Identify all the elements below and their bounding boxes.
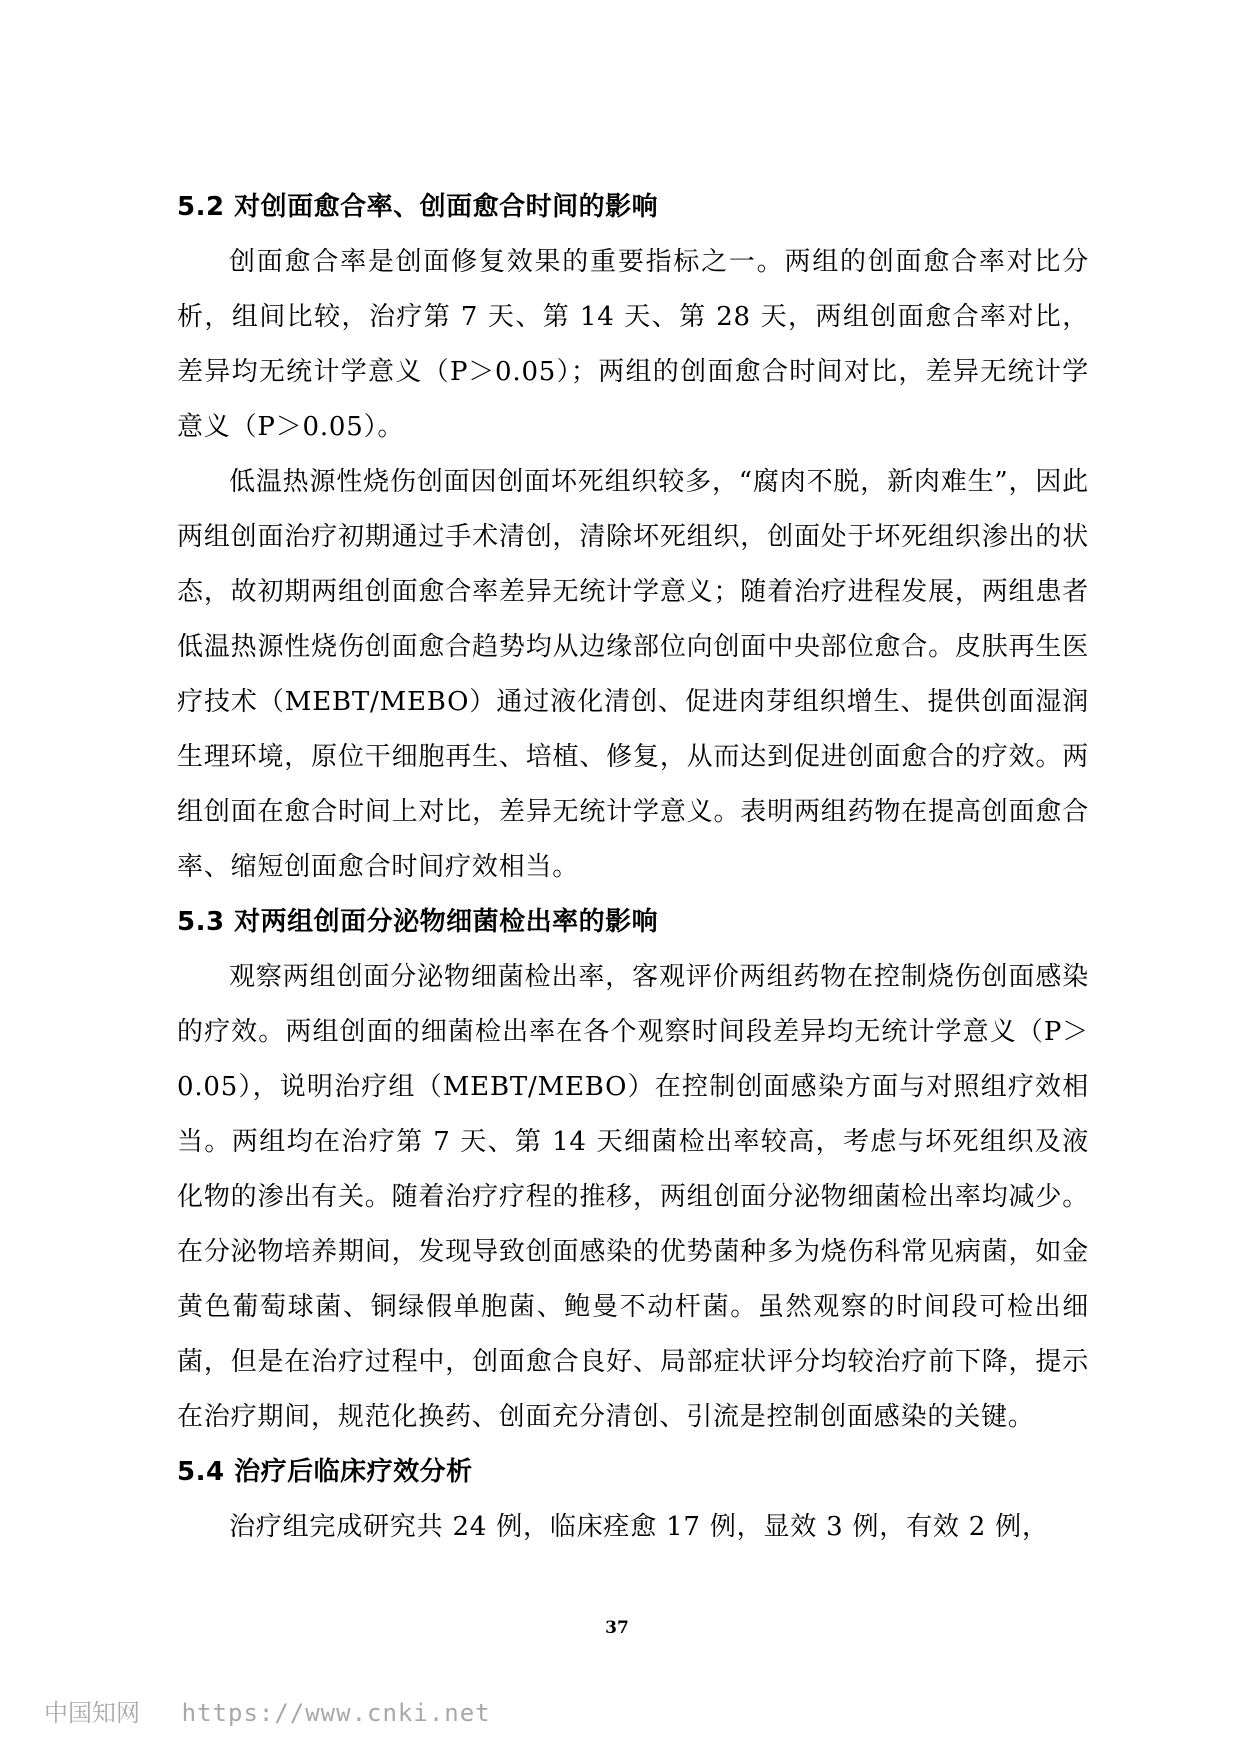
page-number: 37 bbox=[605, 1618, 629, 1638]
paragraph: 观察两组创面分泌物细菌检出率，客观评价两组药物在控制烧伤创面感染的疗效。两组创面的细菌检出率在各个观察时间段差异均无统计学意义（P＞0.05），说明治疗组（MEBT/MEBO）在控制创面感染方面与对照组疗效相当。两组均在治疗第 7 天、第 14 天细菌检出率较高，考虑与坏死组织及液化物的渗出有关。随着治疗疗程的推移，两组创面分泌物细菌检出率均减少。在分泌物培养期间，发现导致创面感染的优势菌种多为烧伤科常见病菌，如金黄色葡萄球菌、铜绿假单胞菌、鲍曼不动杆菌。虽然观察的时间段可检出细菌，但是在治疗过程中，创面愈合良好、局部症状评分均较治疗前下降，提示在治疗期间，规范化换药、创面充分清创、引流是控制创面感染的关键。 bbox=[177, 962, 1089, 1432]
paragraph: 创面愈合率是创面修复效果的重要指标之一。两组的创面愈合率对比分析，组间比较，治疗第 7 天、第 14 天、第 28 天，两组创面愈合率对比，差异均无统计学意义（P＞0.05）；两组的创面愈合时间对比，差异无统计学意义（P＞0.05）。 bbox=[177, 247, 1089, 442]
cnki-watermark bbox=[44, 1693, 491, 1728]
paragraph: 低温热源性烧伤创面因创面坏死组织较多，“腐肉不脱，新肉难生”，因此两组创面治疗初期通过手术清创，清除坏死组织，创面处于坏死组织渗出的状态，故初期两组创面愈合率差异无统计学意义；随着治疗进程发展，两组患者低温热源性烧伤创面愈合趋势均从边缘部位向创面中央部位愈合。皮肤再生医疗技术（MEBT/MEBO）通过液化清创、促进肉芽组织增生、提供创面湿润生理环境，原位干细胞再生、培植、修复，从而达到促进创面愈合的疗效。两组创面在愈合时间上对比，差异无统计学意义。表明两组药物在提高创面愈合率、缩短创面愈合时间疗效相当。 bbox=[177, 467, 1089, 882]
section-heading-5-4: 5.4 治疗后临床疗效分析 bbox=[177, 1457, 473, 1487]
page-content bbox=[177, 180, 1089, 1555]
paragraph: 治疗组完成研究共 24 例，临床痊愈 17 例，显效 3 例，有效 2 例， bbox=[229, 1512, 1049, 1542]
watermark-name: 中国知网 bbox=[44, 1699, 140, 1727]
section-heading-5-3: 5.3 对两组创面分泌物细菌检出率的影响 bbox=[177, 907, 659, 937]
section-heading-5-2: 5.2 对创面愈合率、创面愈合时间的影响 bbox=[177, 192, 659, 222]
watermark-url: https://www.cnki.net bbox=[181, 1699, 491, 1727]
